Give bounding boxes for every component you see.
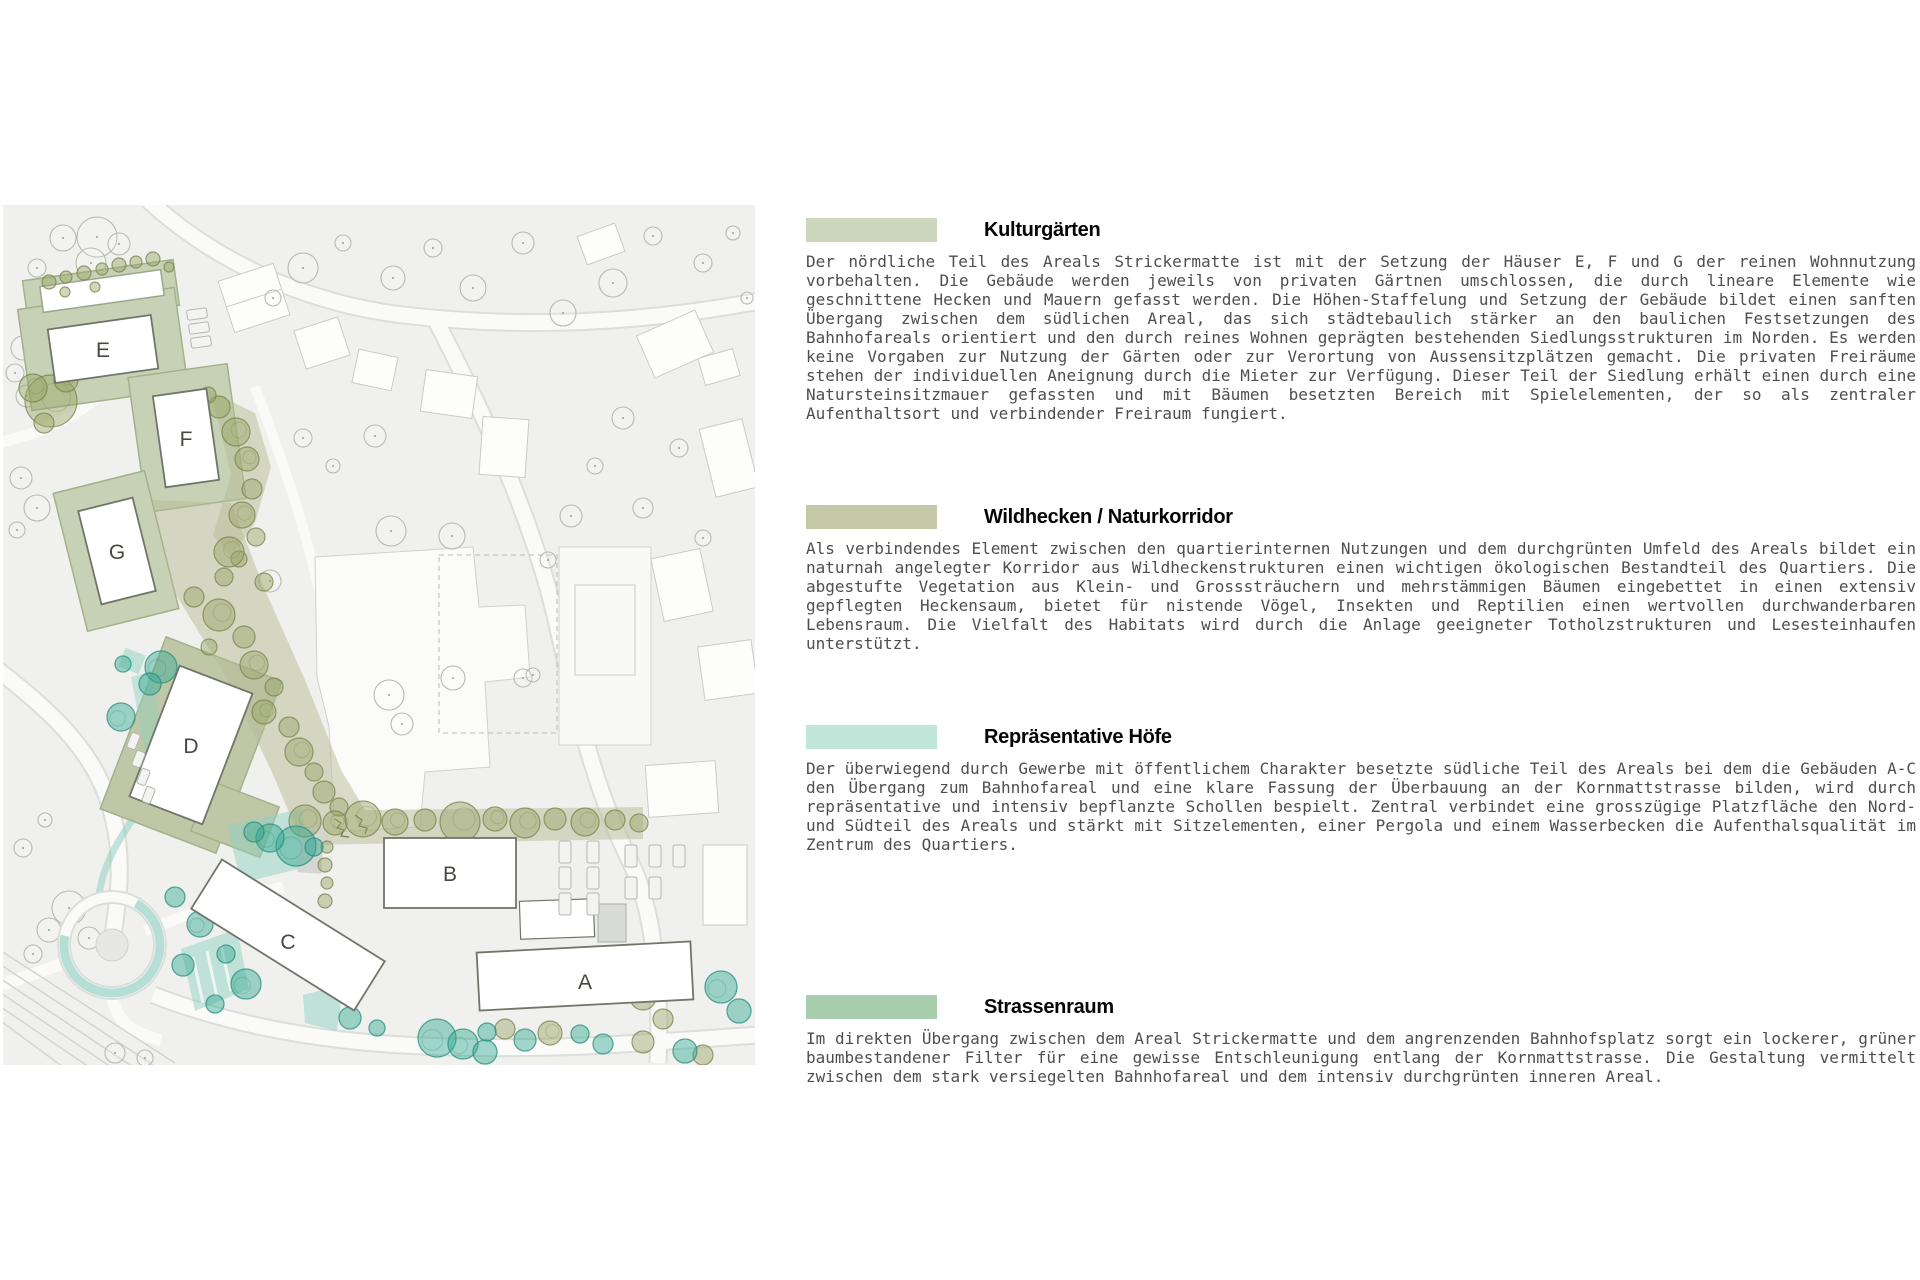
building-label-e: E <box>95 339 111 362</box>
legend-swatch-kulturgaerten <box>806 218 937 242</box>
legend-swatch-hoefe <box>806 725 937 749</box>
section-body-strassenraum: Im direkten Übergang zwischen dem Areal Strickermatte und dem angrenzenden Bahnhofsplatz sorgt ein lockerer, grüner baumbestandener Filter für eine gewisse Entschleunigung entlang der Kornmattstrasse. Die Gestaltung vermittelt zwischen dem stark versiegelten Bahnhofareal und dem intensiv durchgrünten inneren Areal. <box>806 1029 1916 1086</box>
legend-swatch-strassenraum <box>806 995 937 1019</box>
building-label-g: G <box>108 541 126 564</box>
small-annex <box>598 904 626 942</box>
section-title-hoefe: Repräsentative Höfe <box>984 725 1172 748</box>
building-label-a: A <box>577 971 593 994</box>
legend-swatch-wildhecken <box>806 505 937 529</box>
section-body-kulturgaerten: Der nördliche Teil des Areals Strickermatte ist mit der Setzung der Häuser E, F und G der reinen Wohnnutzung vorbehalten. Die Gebäude werden jeweils von privaten Gärtnen umschlossen, die durch lineare Elemente wie geschnittene Hecken und Mauern gefasst werden. Die Höhen-Staffelung und Setzung der Gebäude bildet einen sanften Übergang zwischen dem südlichen Areal, das sich städtebaulich stärker an den baulichen Festsetzungen des Bahnhofareals orientiert und den durch reines Wohnen geprägten bestehenden Siedlungsstrukturen im Norden. Es werden keine Vorgaben zur Nutzung der Gärten oder zur Verortung von Aussensitzplätzen gemacht. Die privaten Freiräume stehen der individuellen Aneignung durch die Mieter zur Verfügung. Dieser Teil der Siedlung erhält einen durch eine Natursteinsitzmauer gefassten und mit Bäumen besetzten Bereich mit Spielelementen, der so als zentraler Aufenthaltsort und verbindender Freiraum fungiert. <box>806 252 1916 423</box>
site-plan-svg <box>3 205 755 1065</box>
site-plan-map <box>3 205 755 1065</box>
building-label-c: C <box>280 931 296 954</box>
section-body-hoefe: Der überwiegend durch Gewerbe mit öffentlichem Charakter besetzte südliche Teil des Areals bei dem die Gebäuden A-C den Übergang zum Bahnhofareal und eine klare Fassung der Überbauung an der Kornmattstrasse bilden, wird durch repräsentative und intensiv bepflanzte Schollen bespielt. Zentral verbindet eine grosszügige Platzfläche den Nord- und Südteil des Areals und stärkt mit Sitzelementen, einer Pergola und einem Wasserbecken die Aufenthalsqualität im Zentrum des Quartiers. <box>806 759 1916 854</box>
building-label-d: D <box>183 735 199 758</box>
small-building <box>519 899 594 940</box>
building-label-b: B <box>442 863 458 886</box>
building-label-f: F <box>179 428 193 451</box>
section-title-wildhecken: Wildhecken / Naturkorridor <box>984 505 1233 528</box>
section-title-strassenraum: Strassenraum <box>984 995 1114 1018</box>
section-title-kulturgaerten: Kulturgärten <box>984 218 1101 241</box>
section-body-wildhecken: Als verbindendes Element zwischen den quartierinternen Nutzungen und dem durchgrünten Umfeld des Areals bildet ein naturnah angelegter Korridor aus Wildheckenstrukturen einen wichtigen ökologischen Bestandteil des Quartiers. Die abgestufte Vegetation aus Klein- und Grosssträuchern und mehrstämmigen Bäumen eingebettet in einen extensiv gepflegten Heckensaum, bietet für nistende Vögel, Insekten und Reptilien einen wertvollen durchwanderbaren Lebensraum. Die Vielfalt des Habitats wird durch die Anlage geeigneter Totholzstrukturen und Lesesteinhaufen unterstützt. <box>806 539 1916 653</box>
